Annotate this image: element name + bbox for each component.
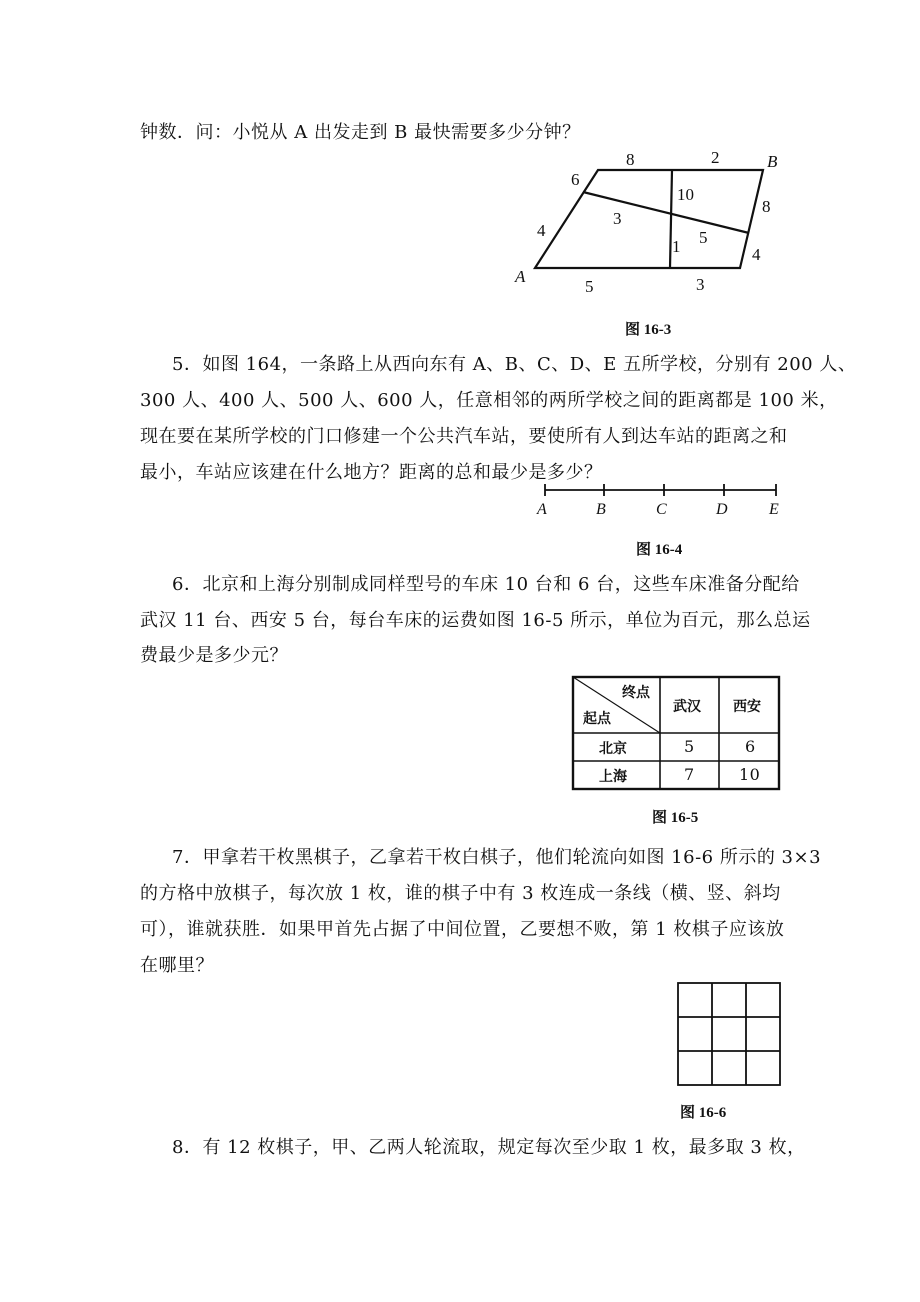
figure-16-6-caption: 图 16-6 [680, 1105, 727, 1121]
q5-line: 最小，车站应该建在什么地方？距离的总和最少是多少？ [140, 462, 603, 483]
q5-line: 300 人、400 人、500 人、600 人，任意相邻的两所学校之间的距离都是 100 米， [140, 390, 838, 411]
q7-line: 在哪里？ [140, 955, 214, 976]
school-label: C [656, 501, 667, 518]
point-a-label: A [515, 267, 526, 286]
q6-line: 费最少是多少元？ [140, 645, 288, 666]
table-row-header: 北京 [599, 742, 627, 757]
point-b-label: B [767, 152, 778, 171]
table-corner-bottom: 起点 [583, 712, 611, 727]
q5-line: 5．如图 164，一条路上从西向东有 A、B、C、D、E 五所学校，分别有 200 人、 [172, 354, 857, 375]
figure-16-6-grid [678, 983, 780, 1085]
school-label: A [537, 501, 547, 518]
q7-line: 可），谁就获胜．如果甲首先占据了中间位置，乙要想不败，第 1 枚棋子应该放 [140, 919, 785, 940]
table-cell: 5 [684, 737, 695, 756]
figure-16-3-caption: 图 16-3 [625, 322, 672, 338]
table-col-header: 西安 [733, 700, 761, 715]
edge-label: 8 [626, 150, 635, 169]
q4-text: 钟数．问：小悦从 A 出发走到 B 最快需要多少分钟？ [140, 122, 581, 143]
table-col-header: 武汉 [673, 700, 701, 715]
figure-16-5-caption: 图 16-5 [652, 810, 699, 826]
q8-line: 8．有 12 枚棋子，甲、乙两人轮流取，规定每次至少取 1 枚，最多取 3 枚， [172, 1137, 806, 1158]
edge-label: 6 [571, 170, 580, 189]
q6-line: 6．北京和上海分别制成同样型号的车床 10 台和 6 台，这些车床准备分配给 [172, 574, 800, 595]
school-label: E [769, 501, 779, 518]
table-cell: 6 [745, 737, 756, 756]
figure-16-4-caption: 图 16-4 [636, 542, 683, 558]
edge-label: 4 [752, 245, 761, 264]
q7-line: 的方格中放棋子，每次放 1 枚，谁的棋子中有 3 枚连成一条线（横、竖、斜均 [140, 883, 781, 904]
outer-quadrilateral [535, 170, 763, 268]
q7-line: 7．甲拿若干枚黑棋子，乙拿若干枚白棋子，他们轮流向如图 16-6 所示的 3×3 [172, 847, 822, 868]
school-label: D [716, 501, 728, 518]
table-corner-top: 终点 [622, 686, 650, 701]
edge-label: 3 [696, 275, 705, 294]
edge-label: 5 [699, 228, 708, 247]
edge-label: 4 [537, 221, 546, 240]
edge-label: 3 [613, 209, 622, 228]
edge-label: 10 [677, 185, 694, 204]
edge-label: 5 [585, 277, 594, 296]
edge-label: 8 [762, 197, 771, 216]
table-cell: 10 [739, 765, 761, 784]
school-label: B [596, 501, 606, 518]
q6-line: 武汉 11 台、西安 5 台，每台车床的运费如图 16-5 所示，单位为百元，那么总运 [140, 610, 811, 631]
q5-line: 现在要在某所学校的门口修建一个公共汽车站，要使所有人到达车站的距离之和 [140, 426, 788, 447]
upper-diagonal-road [583, 192, 749, 233]
table-cell: 7 [684, 765, 695, 784]
table-row-header: 上海 [599, 770, 627, 785]
figure-16-4 [545, 484, 776, 496]
edge-label: 2 [711, 148, 720, 167]
edge-label: 1 [672, 237, 681, 256]
